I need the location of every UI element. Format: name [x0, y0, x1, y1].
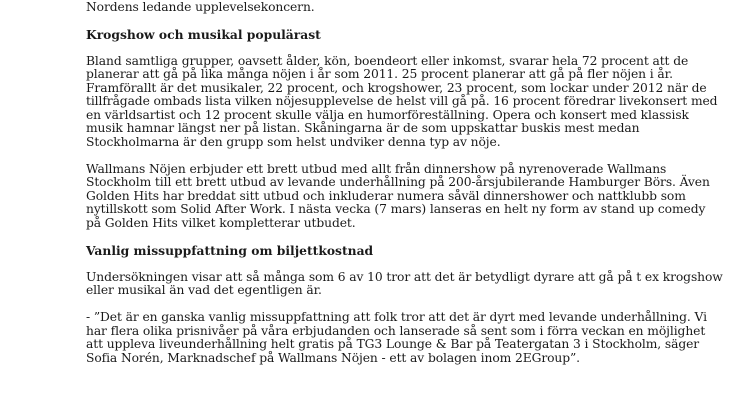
text-line: på Golden Hits vilket kompletterar utbudet.: [86, 215, 356, 230]
text-line: en världsartist och 12 procent skulle välja en humorföreställning. Opera och konsert med klassisk: [86, 107, 689, 122]
text-line: Undersökningen visar att så många som 6 av 10 tror att det är betydligt dyrare att gå på t ex krogshow: [86, 269, 723, 284]
text-line: Bland samtliga grupper, oavsett ålder, kön, boendeort eller inkomst, svarar hela 72 procent att de: [86, 53, 689, 68]
text-line: Framförallt är det musikaler, 22 procent, och krogshower, 23 procent, som lockar under 2012 när de: [86, 80, 707, 95]
text-line: musik hamnar längst ner på listan. Skåningarna är de som uppskattar buskis mest medan: [86, 121, 640, 135]
document-page: [86, 0, 723, 365]
paragraph-survey-results: [86, 53, 718, 150]
text-line: Nordens ledande upplevelsekoncern.: [86, 0, 315, 14]
paragraph-quote: [86, 310, 707, 365]
text-line: att uppleva liveunderhållning helt gratis på TG3 Lounge & Bar på Teatergatan 3 i Stockholm, säger: [86, 337, 700, 351]
text-line: Stockholm till ett brett utbud av levande underhållning på 200-årsjubilerande Hamburger Börs. Även: [86, 175, 710, 189]
text-line: eller musikal än vad det egentligen är.: [86, 283, 322, 297]
paragraph-ticket-misconception: [86, 269, 723, 298]
text-line: Sofia Norén, Marknadschef på Wallmans Nöjen - ett av bolagen inom 2EGroup”.: [86, 350, 580, 365]
text-line: har flera olika prisnivåer på våra erbjudanden och lanserade så sent som i förra veckan en möjlighet: [86, 323, 706, 338]
section-heading-missuppfattning: Vanlig missuppfattning om biljettkostnad: [86, 242, 374, 258]
text-line: Stockholmarna är den grupp som helst undviker denna typ av nöje.: [86, 134, 501, 149]
intro-paragraph: [86, 0, 686, 14]
text-line: Golden Hits har breddat sitt utbud och inkluderar numera såväl dinnershower och nattklubb som: [86, 188, 686, 203]
section-heading-krogshow: Krogshow och musikal populärast: [86, 26, 321, 42]
text-line: nytillskott som Solid After Work. I nästa vecka (7 mars) lanseras en helt ny form av stand up comedy: [86, 202, 706, 216]
text-line: Wallmans Nöjen erbjuder ett brett utbud med allt från dinnershow på nyrenoverade Wallmans: [86, 161, 667, 176]
text-line: tillfrågade ombads lista vilken nöjesupplevelse de helst vill gå på. 16 procent föredrar livekonsert med: [86, 94, 718, 108]
text-line: planerar att gå på lika många nöjen i år som 2011. 25 procent planerar att gå på fler nöjen i år.: [86, 67, 673, 81]
paragraph-wallmans-offer: [86, 161, 710, 231]
text-line: - ”Det är en ganska vanlig missuppfattning att folk tror att det är dyrt med levande underhållning. Vi: [86, 310, 707, 324]
